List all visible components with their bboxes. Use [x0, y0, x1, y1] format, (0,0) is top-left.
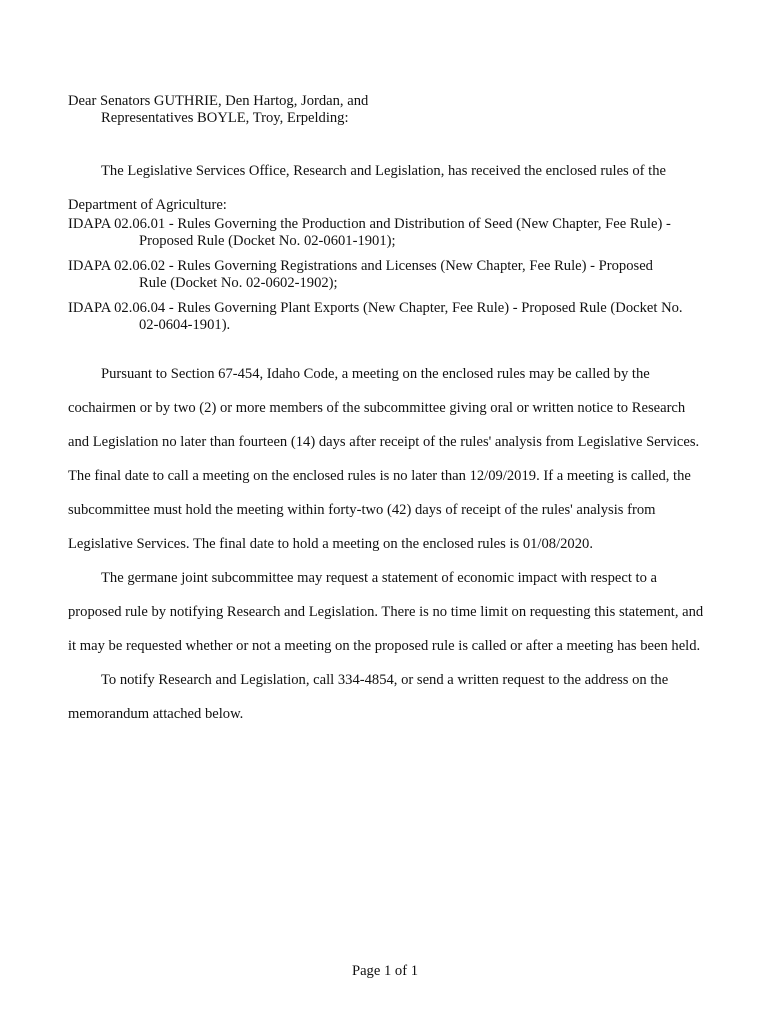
- salutation-line-1: Dear Senators GUTHRIE, Den Hartog, Jordan, and: [68, 93, 369, 109]
- salutation-line-2: Representatives BOYLE, Troy, Erpelding:: [101, 110, 349, 126]
- rule-item: IDAPA 02.06.04 - Rules Governing Plant Exports (New Chapter, Fee Rule) - Proposed Rule (Docket No. 02-0604-1901).: [68, 300, 683, 333]
- page-number: Page 1 of 1: [351, 963, 419, 979]
- body-text: [68, 357, 708, 731]
- notify-paragraph: To notify Research and Legislation, call 334-4854, or send a written request to the address on the memorandum attached below.: [68, 672, 669, 722]
- salutation: [68, 93, 708, 127]
- meeting-paragraph: Pursuant to Section 67-454, Idaho Code, a meeting on the enclosed rules may be called by the cochairmen or by two (2) or more members of the subcommittee giving oral or written notice to Research and Legislation no later than fourteen (14) days after receipt of the rules' analysis from Legislative Services. The final date to call a meeting on the enclosed rules is no later than 12/09/2019. If a meeting is called, the subcommittee must hold the meeting within forty-two (42) days of receipt of the rules' analysis from Legislative Services. The final date to hold a meeting on the enclosed rules is 01/08/2020.: [68, 366, 700, 552]
- intro-paragraph: The Legislative Services Office, Research and Legislation, has received the enclosed rules of the Department of Agriculture:: [68, 163, 667, 213]
- economic-impact-paragraph: The germane joint subcommittee may request a statement of economic impact with respect to a proposed rule by notifying Research and Legislation. There is no time limit on requesting this statement, and it may be requested whether or not a meeting on the proposed rule is called or after a meeting has been held.: [68, 570, 704, 654]
- rule-item: IDAPA 02.06.02 - Rules Governing Registrations and Licenses (New Chapter, Fee Rule) - Proposed Rule (Docket No. 02-0602-1902);: [68, 258, 653, 291]
- rules-list: [68, 216, 683, 342]
- rule-item: IDAPA 02.06.01 - Rules Governing the Production and Distribution of Seed (New Chapter, Fee Rule) - Proposed Rule (Docket No. 02-0601-1901);: [68, 216, 671, 249]
